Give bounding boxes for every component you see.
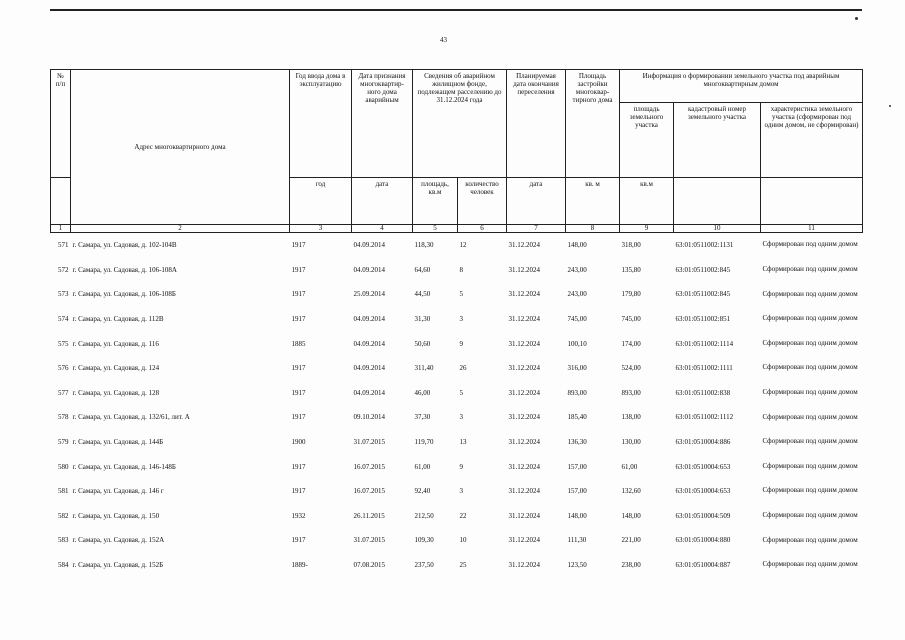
row-people: 12	[459, 241, 467, 250]
row-year: 1889-	[291, 560, 308, 569]
row-building-area: 157,00	[567, 487, 587, 496]
header-planned-resettlement: Планируемая дата окончания переселения	[507, 70, 566, 178]
scan-speck	[855, 17, 858, 20]
header-unit-date: дата	[352, 178, 413, 225]
row-land-characteristic: Сформирован под одним домом	[762, 363, 858, 372]
column-number: 11	[761, 225, 863, 233]
row-land-area: 61,00	[621, 462, 638, 471]
row-area: 44,50	[414, 290, 431, 299]
row-number: 581	[58, 487, 69, 496]
row-date-recognized: 26.11.2015	[353, 511, 385, 520]
table-row	[51, 381, 863, 406]
header-unit-empty	[761, 178, 863, 225]
row-area: 119,70	[414, 438, 434, 447]
row-land-area: 893,00	[621, 388, 641, 397]
table-row	[51, 233, 863, 258]
column-number: 7	[507, 225, 566, 233]
header-unit-people: количество человек	[458, 178, 507, 225]
row-cadastral-number: 63:01:0511002:1114	[675, 339, 734, 348]
row-people: 22	[459, 511, 467, 520]
row-number: 575	[58, 339, 69, 348]
row-cadastral-number: 63:01:0510004:653	[675, 487, 731, 496]
header-emergency-fund: Сведения об аварийном жилищном фонде, подлежащем расселению до 31.12.2024 года	[413, 70, 507, 178]
row-cadastral-number: 63:01:0510004:653	[675, 462, 731, 471]
table-row	[51, 307, 863, 332]
row-year: 1917	[291, 462, 306, 471]
header-unit-kvm: кв. м	[566, 178, 620, 225]
row-land-area: 148,00	[621, 511, 641, 520]
row-people: 5	[459, 388, 463, 397]
column-number: 2	[71, 225, 290, 233]
row-building-area: 185,40	[567, 413, 587, 422]
row-cadastral-number: 63:01:0511002:1111	[675, 364, 733, 373]
row-address: г. Самара, ул. Садовая, д. 152Б	[72, 560, 164, 569]
row-land-characteristic: Сформирован под одним домом	[762, 240, 858, 249]
row-cadastral-number: 63:01:0510004:880	[675, 536, 731, 545]
row-cadastral-number: 63:01:0511002:851	[675, 315, 731, 324]
row-building-area: 893,00	[567, 388, 587, 397]
row-land-area: 179,80	[621, 290, 641, 299]
row-people: 8	[459, 265, 463, 274]
row-number: 576	[58, 364, 69, 373]
emergency-housing-table	[50, 69, 863, 577]
row-land-characteristic: Сформирован под одним домом	[762, 289, 858, 298]
row-building-area: 148,00	[567, 511, 587, 520]
row-address: г. Самара, ул. Садовая, д. 128	[72, 388, 160, 397]
row-people: 26	[459, 364, 467, 373]
row-planned-date: 31.12.2024	[508, 315, 541, 324]
row-address: г. Самара, ул. Садовая, д. 146-148Б	[72, 462, 176, 471]
row-address: г. Самара, ул. Садовая, д. 124	[72, 364, 160, 373]
row-land-characteristic: Сформирован под одним домом	[762, 560, 858, 569]
row-date-recognized: 31.07.2015	[353, 536, 385, 545]
row-address: г. Самара, ул. Садовая, д. 106-108А	[72, 265, 177, 274]
row-number: 573	[58, 290, 69, 299]
row-land-characteristic: Сформирован под одним домом	[762, 535, 858, 544]
row-land-area: 135,80	[621, 265, 641, 274]
row-date-recognized: 16.07.2015	[353, 462, 385, 471]
row-area: 118,30	[414, 241, 434, 250]
row-land-characteristic: Сформирован под одним домом	[762, 388, 858, 397]
header-unit-empty	[51, 178, 71, 225]
header-year-commissioned: Год ввода дома в эксплуатацию	[290, 70, 352, 178]
row-number: 580	[58, 462, 69, 471]
header-building-area: Площадь застройки многоквар-тирного дома	[566, 70, 620, 178]
row-building-area: 316,00	[567, 364, 587, 373]
header-cadastral: кадастровый номер земельного участка	[674, 103, 761, 178]
row-land-area: 745,00	[621, 315, 641, 324]
row-year: 1917	[291, 413, 306, 422]
row-area: 92,40	[414, 487, 431, 496]
row-land-characteristic: Сформирован под одним домом	[762, 437, 858, 446]
row-address: г. Самара, ул. Садовая, д. 146 г	[72, 487, 164, 496]
row-cadastral-number: 63:01:0510004:886	[675, 438, 731, 447]
row-people: 13	[459, 438, 467, 447]
row-people: 25	[459, 560, 467, 569]
row-land-area: 132,60	[621, 487, 641, 496]
row-planned-date: 31.12.2024	[508, 511, 541, 520]
row-year: 1917	[291, 388, 306, 397]
row-area: 37,30	[414, 413, 431, 422]
column-number: 8	[566, 225, 620, 233]
row-people: 3	[459, 487, 463, 496]
header-num: № п/п	[51, 70, 71, 178]
table-row	[51, 405, 863, 430]
header-address: Адрес многоквартирного дома	[71, 70, 290, 225]
row-date-recognized: 04.09.2014	[353, 339, 385, 348]
header-land-char: характеристика земельного участка (сформирован под одним домом, не сформирован)	[761, 103, 863, 178]
row-address: г. Самара, ул. Садовая, д. 152А	[72, 536, 165, 545]
row-date-recognized: 25.09.2014	[353, 290, 385, 299]
row-planned-date: 31.12.2024	[508, 462, 541, 471]
row-planned-date: 31.12.2024	[508, 413, 541, 422]
row-cadastral-number: 63:01:0510004:509	[675, 511, 731, 520]
row-building-area: 243,00	[567, 265, 587, 274]
row-building-area: 157,00	[567, 462, 587, 471]
row-date-recognized: 04.09.2014	[353, 388, 385, 397]
row-number: 582	[58, 511, 69, 520]
row-land-characteristic: Сформирован под одним домом	[762, 314, 858, 323]
row-date-recognized: 16.07.2015	[353, 487, 385, 496]
table-row	[51, 331, 863, 356]
row-address: г. Самара, ул. Садовая, д. 102-104В	[72, 241, 177, 250]
row-cadastral-number: 63:01:0511002:1112	[675, 413, 734, 422]
row-planned-date: 31.12.2024	[508, 339, 541, 348]
row-year: 1917	[291, 241, 306, 250]
row-year: 1900	[291, 438, 306, 447]
row-address: г. Самара, ул. Садовая, д. 112В	[72, 315, 164, 324]
row-year: 1917	[291, 315, 306, 324]
table-row	[51, 528, 863, 553]
row-land-area: 130,00	[621, 438, 641, 447]
row-land-area: 524,00	[621, 364, 641, 373]
row-year: 1917	[291, 487, 306, 496]
table-row	[51, 282, 863, 307]
row-address: г. Самара, ул. Садовая, д. 116	[72, 339, 159, 348]
row-land-characteristic: Сформирован под одним домом	[762, 265, 858, 274]
header-unit-date2: дата	[507, 178, 566, 225]
row-area: 64,60	[414, 265, 431, 274]
header-unit-kvm2: кв.м	[620, 178, 674, 225]
row-building-area: 100,10	[567, 339, 587, 348]
row-cadastral-number: 63:01:0511002:845	[675, 265, 731, 274]
row-people: 3	[459, 413, 463, 422]
scan-speck	[889, 105, 891, 107]
row-land-area: 138,00	[621, 413, 641, 422]
table-row	[51, 258, 863, 283]
row-area: 50,60	[414, 339, 431, 348]
row-land-area: 318,00	[621, 241, 641, 250]
table-row	[51, 454, 863, 479]
row-address: г. Самара, ул. Садовая, д. 106-108Б	[72, 290, 176, 299]
row-land-area: 221,00	[621, 536, 641, 545]
column-number: 10	[674, 225, 761, 233]
row-number: 584	[58, 560, 69, 569]
row-number: 571	[58, 241, 69, 250]
row-land-characteristic: Сформирован под одним домом	[762, 412, 858, 421]
row-date-recognized: 31.07.2015	[353, 438, 385, 447]
header-unit-area: площадь, кв.м	[413, 178, 458, 225]
row-land-characteristic: Сформирован под одним домом	[762, 338, 858, 347]
table-row	[51, 479, 863, 504]
row-year: 1917	[291, 536, 306, 545]
row-planned-date: 31.12.2024	[508, 487, 541, 496]
row-year: 1917	[291, 290, 306, 299]
row-people: 9	[459, 462, 463, 471]
column-number: 1	[51, 225, 71, 233]
table-row	[51, 504, 863, 529]
row-planned-date: 31.12.2024	[508, 290, 541, 299]
row-date-recognized: 09.10.2014	[353, 413, 385, 422]
row-date-recognized: 04.09.2014	[353, 364, 385, 373]
row-year: 1917	[291, 364, 306, 373]
page-number: 43	[440, 36, 447, 44]
row-land-characteristic: Сформирован под одним домом	[762, 510, 858, 519]
row-year: 1932	[291, 511, 306, 520]
row-date-recognized: 04.09.2014	[353, 315, 385, 324]
row-area: 109,30	[414, 536, 434, 545]
row-planned-date: 31.12.2024	[508, 560, 541, 569]
row-cadastral-number: 63:01:0510004:887	[675, 560, 731, 569]
row-year: 1885	[291, 339, 306, 348]
row-number: 579	[58, 438, 69, 447]
row-building-area: 136,30	[567, 438, 587, 447]
row-planned-date: 31.12.2024	[508, 388, 541, 397]
row-number: 577	[58, 388, 69, 397]
row-area: 311,40	[414, 364, 434, 373]
column-number: 3	[290, 225, 352, 233]
row-number: 574	[58, 315, 69, 324]
row-people: 5	[459, 290, 463, 299]
row-date-recognized: 04.09.2014	[353, 241, 385, 250]
row-people: 9	[459, 339, 463, 348]
row-planned-date: 31.12.2024	[508, 438, 541, 447]
header-unit-year: год	[290, 178, 352, 225]
row-cadastral-number: 63:01:0511002:838	[675, 388, 731, 397]
column-number: 5	[413, 225, 458, 233]
row-land-characteristic: Сформирован под одним домом	[762, 461, 858, 470]
header-date-recognized: Дата признания многоквартир-ного дома аварийным	[352, 70, 413, 178]
row-area: 31,30	[414, 315, 431, 324]
row-people: 3	[459, 315, 463, 324]
row-area: 61,00	[414, 462, 431, 471]
row-building-area: 243,00	[567, 290, 587, 299]
column-number: 4	[352, 225, 413, 233]
row-land-area: 238,00	[621, 560, 641, 569]
row-people: 10	[459, 536, 467, 545]
row-address: г. Самара, ул. Садовая, д. 144Б	[72, 438, 164, 447]
row-address: г. Самара, ул. Садовая, д. 150	[72, 511, 160, 520]
row-cadastral-number: 63:01:0511002:1131	[675, 241, 734, 250]
row-planned-date: 31.12.2024	[508, 241, 541, 250]
row-date-recognized: 04.09.2014	[353, 265, 385, 274]
top-rule	[50, 9, 862, 11]
row-number: 583	[58, 536, 69, 545]
table-row	[51, 356, 863, 381]
header-unit-empty	[674, 178, 761, 225]
column-number: 6	[458, 225, 507, 233]
row-year: 1917	[291, 265, 306, 274]
row-cadastral-number: 63:01:0511002:845	[675, 290, 731, 299]
row-building-area: 123,50	[567, 560, 587, 569]
row-area: 212,50	[414, 511, 434, 520]
row-planned-date: 31.12.2024	[508, 364, 541, 373]
row-address: г. Самара, ул. Садовая, д. 132/61, лит. А	[72, 413, 190, 422]
table-row	[51, 553, 863, 578]
row-land-characteristic: Сформирован под одним домом	[762, 486, 858, 495]
row-area: 46,00	[414, 388, 431, 397]
table-row	[51, 430, 863, 455]
row-building-area: 148,00	[567, 241, 587, 250]
row-planned-date: 31.12.2024	[508, 265, 541, 274]
row-building-area: 745,00	[567, 315, 587, 324]
row-land-area: 174,00	[621, 339, 641, 348]
row-date-recognized: 07.08.2015	[353, 560, 385, 569]
row-number: 572	[58, 265, 69, 274]
header-land-area: площадь земельного участка	[620, 103, 674, 178]
row-building-area: 111,30	[567, 536, 587, 545]
row-number: 578	[58, 413, 69, 422]
row-planned-date: 31.12.2024	[508, 536, 541, 545]
header-land-info: Информация о формировании земельного участка под аварийным многоквартирным домом	[620, 70, 863, 103]
column-number: 9	[620, 225, 674, 233]
row-area: 237,50	[414, 560, 434, 569]
